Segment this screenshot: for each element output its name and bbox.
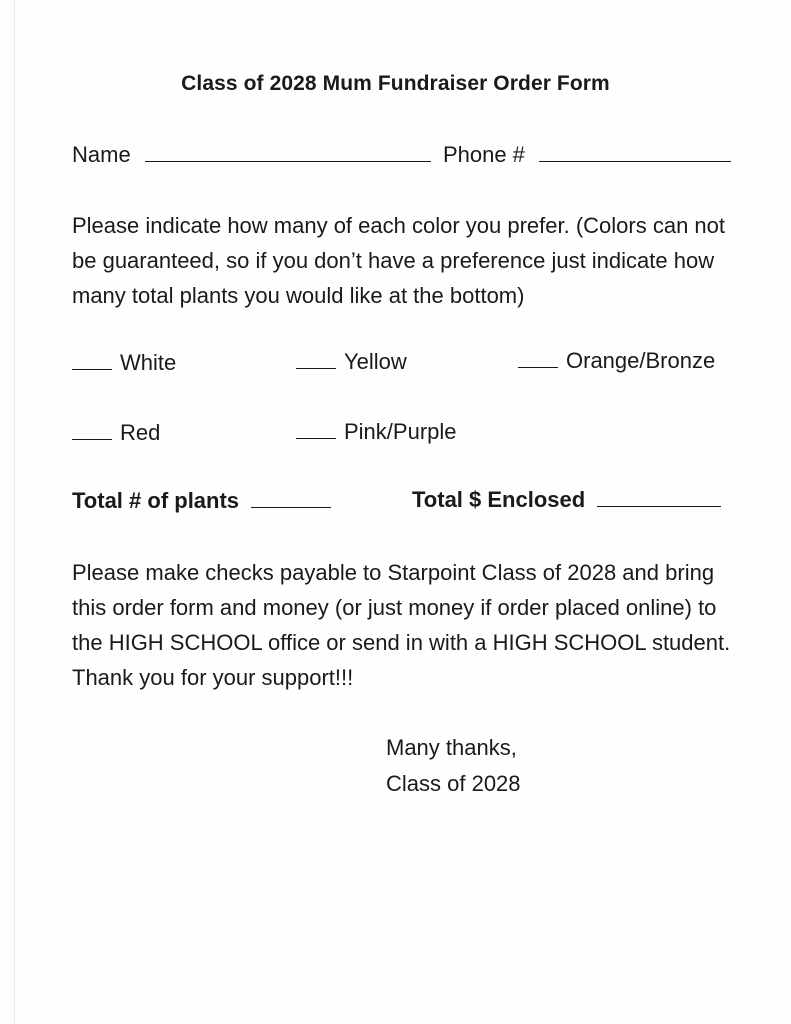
color-yellow [296, 349, 407, 375]
color-orange-bronze [518, 348, 715, 374]
yellow-blank[interactable] [296, 350, 336, 369]
color-red [72, 420, 160, 446]
total-enclosed-label: Total $ Enclosed [412, 487, 586, 512]
color-white [72, 350, 176, 376]
phone-blank[interactable] [539, 143, 731, 162]
pink-purple-blank[interactable] [296, 420, 336, 439]
scan-edge [14, 0, 15, 1024]
form-title: Class of 2028 Mum Fundraiser Order Form [181, 72, 610, 95]
total-plants-row [72, 488, 331, 514]
signoff-line-2: Class of 2028 [386, 771, 521, 796]
total-plants-label: Total # of plants [72, 488, 240, 513]
orange-bronze-label: Orange/Bronze [566, 348, 716, 373]
signoff-line-1: Many thanks, [386, 735, 517, 760]
red-blank[interactable] [72, 421, 112, 440]
total-enclosed-row [412, 487, 721, 513]
white-label: White [120, 350, 177, 375]
yellow-label: Yellow [344, 349, 407, 374]
instructions-paragraph: Please indicate how many of each color you prefer. (Colors can not be guaranteed, so if you don’t have a preference just indicate how many total plants you would like at the bottom) [72, 213, 726, 308]
total-plants-blank[interactable] [251, 489, 331, 508]
white-blank[interactable] [72, 351, 112, 370]
payment-note: Please make checks payable to Starpoint Class of 2028 and bring this order form and money (or just money if order placed online) to the HIGH SCHOOL office or send in with a HIGH SCHOOL student. Thank you for your support!!! [72, 560, 731, 690]
red-label: Red [120, 420, 161, 445]
color-pink-purple [296, 419, 457, 445]
name-label: Name [72, 142, 131, 167]
phone-label: Phone # [442, 142, 525, 167]
orange-bronze-blank[interactable] [518, 349, 558, 368]
name-blank[interactable] [145, 143, 431, 162]
signoff [386, 730, 521, 802]
pink-purple-label: Pink/Purple [344, 419, 457, 444]
name-phone-row [72, 142, 731, 168]
total-enclosed-blank[interactable] [597, 488, 721, 507]
